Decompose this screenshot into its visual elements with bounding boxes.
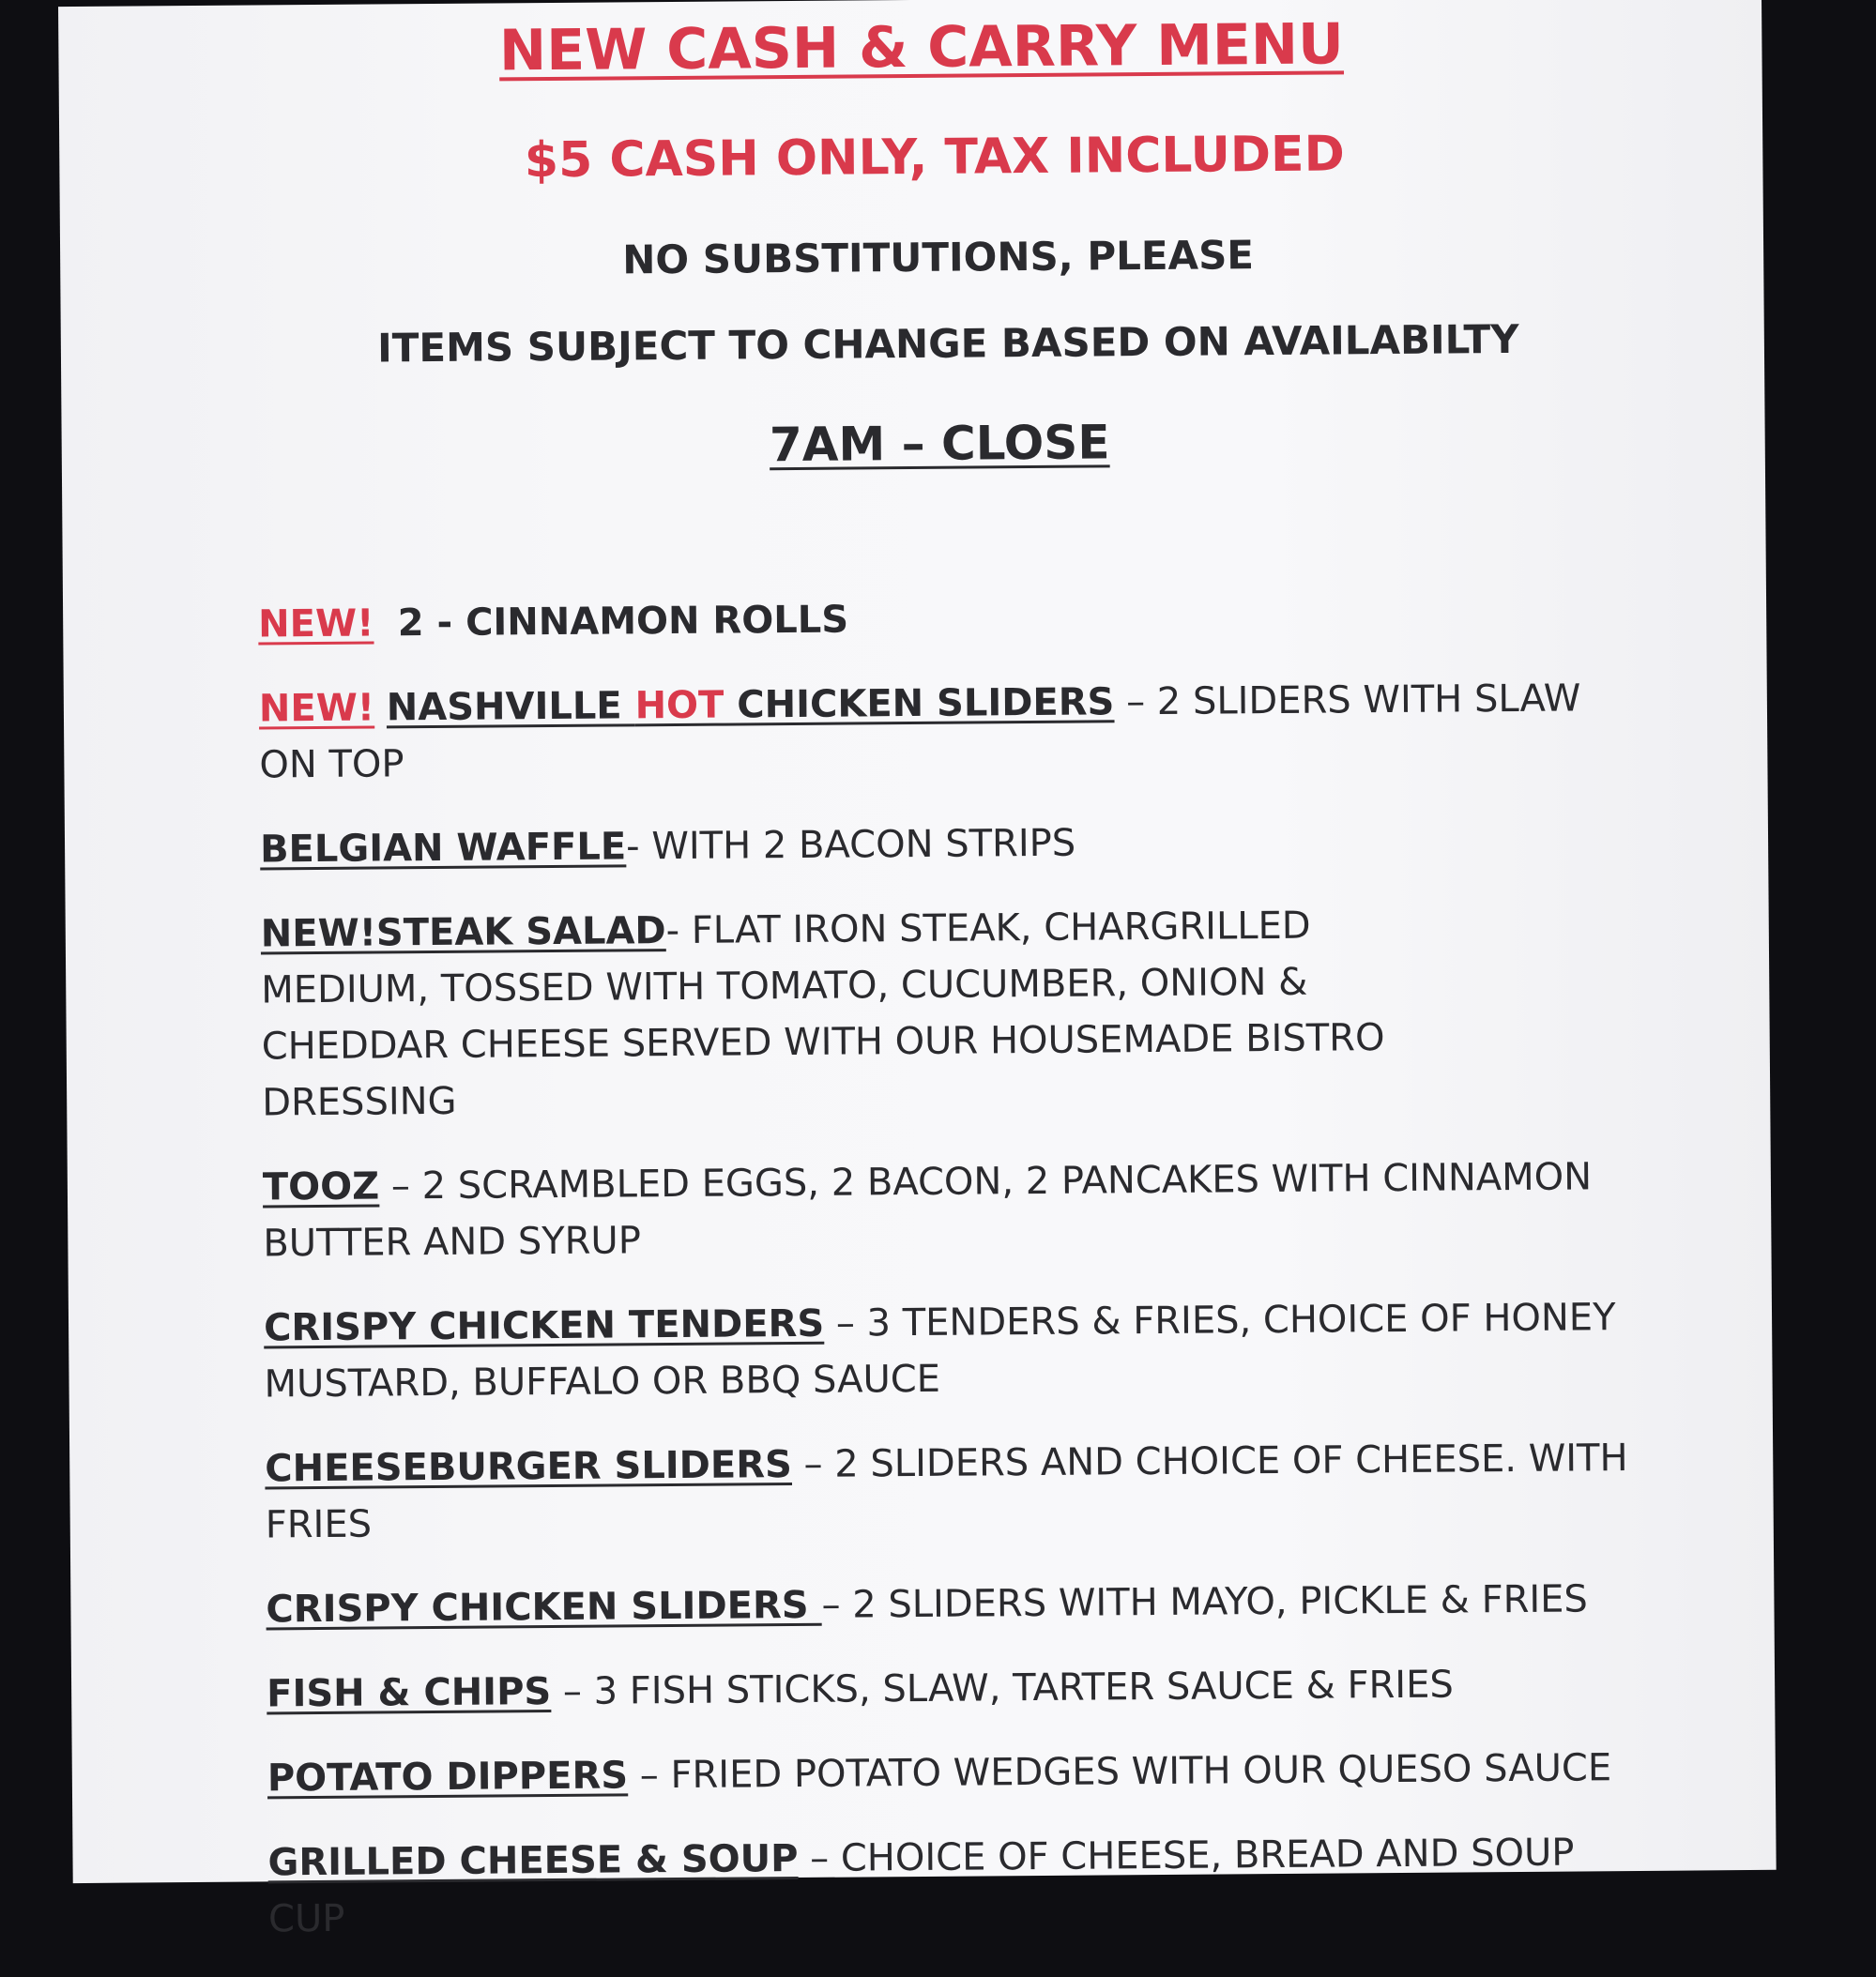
item-name: POTATO DIPPERS	[267, 1754, 629, 1801]
item-name	[387, 680, 1115, 729]
menu-item-tooz	[263, 1148, 1634, 1271]
menu-item-fish-and-chips	[267, 1655, 1637, 1722]
item-description: - WITH 2 BACON STRIPS	[626, 821, 1076, 869]
item-name: BELGIAN WAFFLE	[259, 825, 627, 872]
item-name: CRISPY CHICKEN TENDERS	[263, 1301, 825, 1350]
item-name-part: CHICKEN SLIDERS	[724, 680, 1115, 727]
item-name: CHEESEBURGER SLIDERS	[265, 1443, 793, 1491]
item-description: – 3 TENDERS & FRIES, CHOICE OF HONEY MUSTARD, BUFFALO OR BBQ SAUCE	[264, 1296, 1616, 1407]
item-name: CRISPY CHICKEN SLIDERS	[266, 1583, 822, 1632]
item-name: 2 - CINNAMON ROLLS	[397, 598, 849, 646]
item-description: – 2 SLIDERS AND CHOICE OF CHEESE. WITH FRIES	[265, 1437, 1628, 1547]
new-tag: NEW!	[258, 686, 375, 731]
item-description: – 2 SLIDERS WITH MAYO, PICKLE & FRIES	[821, 1577, 1589, 1627]
item-name-part: NASHVILLE	[386, 684, 635, 730]
item-description: – CHOICE OF CHEESE, BREAD AND SOUP CUP	[267, 1831, 1575, 1941]
item-name: FISH & CHIPS	[266, 1670, 552, 1716]
price-note: $5 CASH ONLY, TAX INCLUDED	[524, 126, 1345, 190]
menu-item-nashville-hot-chicken-sliders	[259, 670, 1630, 793]
item-name: TOOZ	[262, 1164, 380, 1209]
hours: 7AM – CLOSE	[769, 415, 1110, 473]
menu-item-cheeseburger-sliders	[265, 1430, 1636, 1553]
item-name: GRILLED CHEESE & SOUP	[267, 1836, 799, 1885]
menu-item-cinnamon-rolls	[258, 585, 1628, 652]
substitutions-note: NO SUBSTITUTIONS, PLEASE	[622, 232, 1255, 283]
hot-label: HOT	[634, 683, 724, 728]
item-description: – 3 FISH STICKS, SLAW, TARTER SAUCE & FRIES	[551, 1663, 1454, 1714]
item-description: – FRIED POTATO WEDGES WITH OUR QUESO SAUCE	[627, 1746, 1612, 1798]
menu-item-potato-dippers	[267, 1740, 1638, 1806]
menu-sheet	[58, 0, 1777, 1941]
menu-item-belgian-waffle	[260, 811, 1630, 877]
menu-item-steak-salad	[261, 897, 1445, 1132]
item-name: NEW!STEAK SALAD	[260, 909, 666, 956]
item-description: – 2 SCRAMBLED EGGS, 2 BACON, 2 PANCAKES WITH CINNAMON BUTTER AND SYRUP	[263, 1155, 1593, 1266]
item-description: - FLAT IRON STEAK, CHARGRILLED MEDIUM, TOSSED WITH TOMATO, CUCUMBER, ONION & CHEDDAR CHEESE SERVED WITH OUR HOUSEMADE BISTRO DRESSING	[261, 904, 1385, 1125]
menu-list	[258, 585, 1640, 1975]
new-tag: NEW!	[258, 601, 374, 646]
availability-note: ITEMS SUBJECT TO CHANGE BASED ON AVAILABILTY	[376, 315, 1519, 372]
menu-item-crispy-chicken-tenders	[264, 1289, 1635, 1412]
menu-title: NEW CASH & CARRY MENU	[498, 11, 1345, 84]
menu-item-crispy-chicken-sliders	[266, 1571, 1636, 1637]
item-description: – 2 SLIDERS WITH SLAW ON TOP	[259, 677, 1581, 787]
menu-item-grilled-cheese-and-soup	[267, 1824, 1582, 1947]
